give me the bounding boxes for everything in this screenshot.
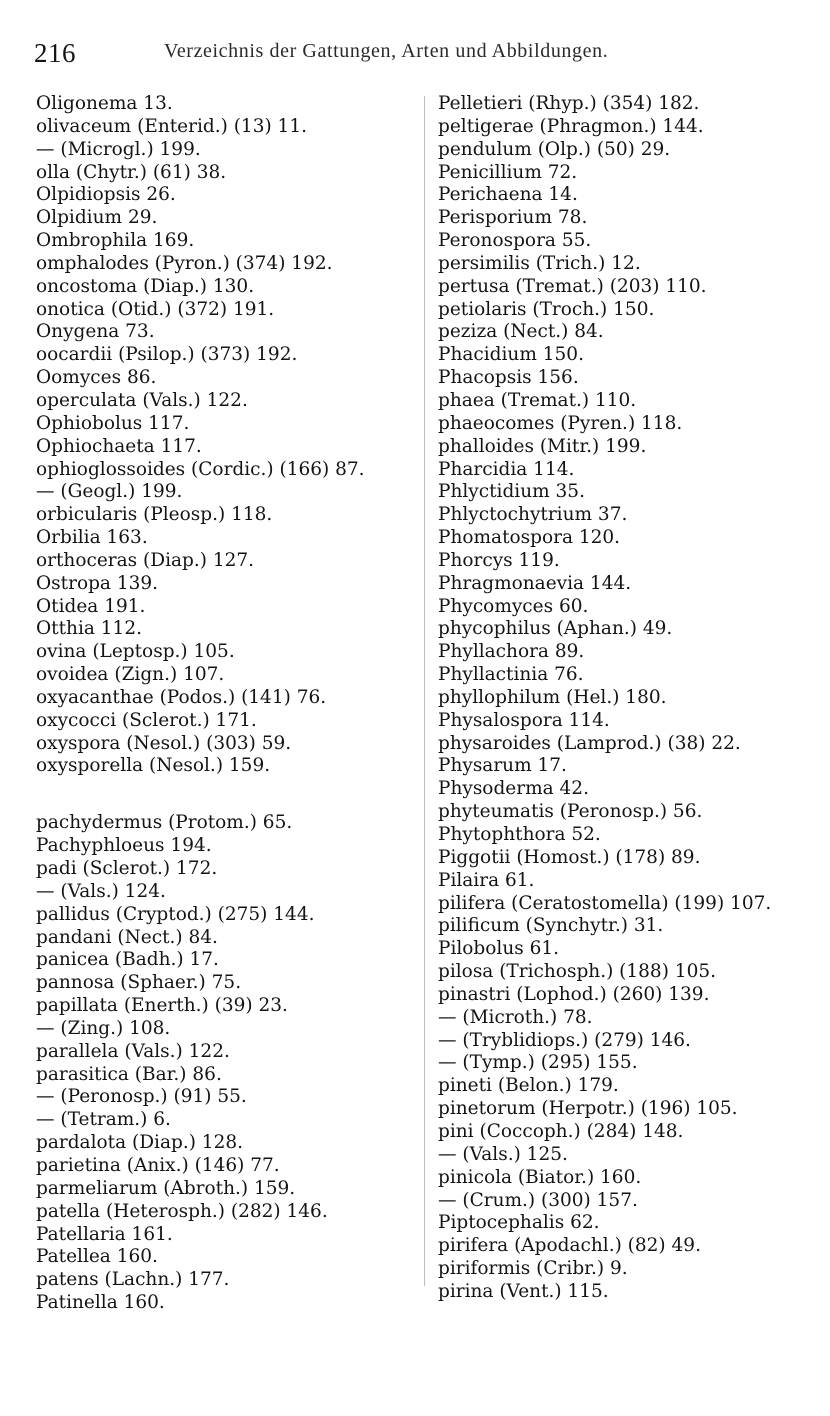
index-entry: peltigerae (Phragmon.) 144. — [438, 115, 704, 137]
index-entry: Oomyces 86. — [36, 367, 157, 389]
index-entry: Phorcys 119. — [438, 549, 560, 571]
index-entry: parietina (Anix.) (146) 77. — [36, 1154, 280, 1176]
index-entry: Patellea 160. — [36, 1246, 158, 1268]
index-entry: Piptocephalis 62. — [438, 1212, 600, 1234]
index-entry: Phyllachora 89. — [438, 641, 585, 663]
index-entry: onotica (Otid.) (372) 191. — [36, 298, 275, 320]
index-entry: Piggotii (Homost.) (178) 89. — [438, 846, 701, 868]
index-entry: parasitica (Bar.) 86. — [36, 1063, 222, 1085]
index-entry: pirina (Vent.) 115. — [438, 1280, 609, 1302]
index-entry: pilifera (Ceratostomella) (199) 107. — [438, 892, 772, 914]
index-entry: panicea (Badh.) 17. — [36, 949, 219, 971]
index-entry: Otidea 191. — [36, 595, 146, 617]
index-entry: Ostropa 139. — [36, 572, 159, 594]
index-entry: Ophiobolus 117. — [36, 412, 190, 434]
index-entry: Phacidium 150. — [438, 344, 584, 366]
index-entry: Pharcidia 114. — [438, 458, 575, 480]
index-column-right — [438, 93, 823, 1304]
index-entry: pallidus (Cryptod.) (275) 144. — [36, 903, 315, 925]
index-entry: Phycomyces 60. — [438, 595, 589, 617]
index-entry: Pilaira 61. — [438, 869, 535, 891]
index-entry: olla (Chytr.) (61) 38. — [36, 161, 227, 183]
index-entry: — (Zing.) 108. — [36, 1017, 171, 1039]
index-entry: pineti (Belon.) 179. — [438, 1075, 619, 1097]
index-entry: pinastri (Lophod.) (260) 139. — [438, 983, 710, 1005]
page-number: 216 — [34, 38, 76, 68]
index-entry: Phlyctochytrium 37. — [438, 504, 628, 526]
index-entry: Perichaena 14. — [438, 184, 578, 206]
index-entry: — (Tetram.) 6. — [36, 1109, 171, 1131]
index-entry: — (Microth.) 78. — [438, 1006, 593, 1028]
page-header — [34, 38, 794, 72]
section-gap — [36, 778, 416, 812]
index-entry: parmeliarum (Abroth.) 159. — [36, 1177, 296, 1199]
index-entry: — (Vals.) 124. — [36, 880, 166, 902]
index-entry: pachydermus (Protom.) 65. — [36, 812, 293, 834]
running-title: Verzeichnis der Gattungen, Arten und Abbildungen. — [164, 40, 609, 62]
index-entry: — (Tymp.) (295) 155. — [438, 1052, 638, 1074]
index-entry: — (Vals.) 125. — [438, 1143, 568, 1165]
index-entry: pirifera (Apodachl.) (82) 49. — [438, 1235, 701, 1257]
index-entry: piriformis (Cribr.) 9. — [438, 1258, 628, 1280]
index-entry: Phomatospora 120. — [438, 527, 621, 549]
index-entry: Orbilia 163. — [36, 527, 148, 549]
index-entry: phyteumatis (Peronosp.) 56. — [438, 801, 703, 823]
index-entry: petiolaris (Troch.) 150. — [438, 298, 655, 320]
index-entry: Ophiochaeta 117. — [36, 435, 202, 457]
index-entry: Phlyctidium 35. — [438, 481, 585, 503]
index-entry: oxysporella (Nesol.) 159. — [36, 755, 271, 777]
index-entry: Patinella 160. — [36, 1292, 165, 1314]
index-entry: persimilis (Trich.) 12. — [438, 252, 641, 274]
index-entry: — (Peronosp.) (91) 55. — [36, 1086, 247, 1108]
index-entry: pannosa (Sphaer.) 75. — [36, 972, 242, 994]
index-entry: Physalospora 114. — [438, 709, 610, 731]
index-entry: omphalodes (Pyron.) (374) 192. — [36, 252, 333, 274]
index-entry: ovina (Leptosp.) 105. — [36, 641, 235, 663]
index-entry: Otthia 112. — [36, 618, 142, 640]
index-entry: Olpidium 29. — [36, 207, 158, 229]
index-entry: — (Crum.) (300) 157. — [438, 1189, 638, 1211]
index-entry: Physarum 17. — [438, 755, 567, 777]
index-entry: parallela (Vals.) 122. — [36, 1040, 230, 1062]
index-entry: pandani (Nect.) 84. — [36, 926, 218, 948]
index-entry: Pachyphloeus 194. — [36, 835, 212, 857]
index-entry: Ombrophila 169. — [36, 230, 195, 252]
index-entry: Physoderma 42. — [438, 778, 589, 800]
index-entry: Phacopsis 156. — [438, 367, 579, 389]
index-entry: Pilobolus 61. — [438, 938, 560, 960]
index-entry: olivaceum (Enterid.) (13) 11. — [36, 115, 307, 137]
index-entry: padi (Sclerot.) 172. — [36, 858, 218, 879]
index-entry: oxyacanthae (Podos.) (141) 76. — [36, 686, 327, 708]
index-entry: — (Tryblidiops.) (279) 146. — [438, 1029, 691, 1051]
index-entry: Oligonema 13. — [36, 93, 173, 114]
index-entry: pini (Coccoph.) (284) 148. — [438, 1120, 684, 1142]
index-entry: pinetorum (Herpotr.) (196) 105. — [438, 1098, 738, 1120]
index-entry: Penicillium 72. — [438, 161, 578, 183]
index-entry: pertusa (Tremat.) (203) 110. — [438, 275, 707, 297]
index-entry: papillata (Enerth.) (39) 23. — [36, 995, 288, 1017]
index-entry: Phragmonaevia 144. — [438, 572, 632, 594]
index-entry: Pelletieri (Rhyp.) (354) 182. — [438, 93, 700, 114]
column-divider — [424, 96, 425, 1286]
index-entry: operculata (Vals.) 122. — [36, 389, 248, 411]
index-entry: pinicola (Biator.) 160. — [438, 1166, 642, 1188]
index-column-left — [36, 93, 416, 1315]
index-entry: phalloides (Mitr.) 199. — [438, 435, 647, 457]
index-entry: Phytophthora 52. — [438, 824, 601, 845]
index-entry: orthoceras (Diap.) 127. — [36, 549, 255, 571]
index-entry: Perisporium 78. — [438, 207, 588, 229]
index-entry: peziza (Nect.) 84. — [438, 321, 604, 343]
index-entry: Phyllactinia 76. — [438, 664, 584, 686]
index-entry: ophioglossoides (Cordic.) (166) 87. — [36, 458, 365, 480]
index-entry: phyllophilum (Hel.) 180. — [438, 686, 667, 708]
index-entry: orbicularis (Pleosp.) 118. — [36, 504, 273, 526]
index-entry: oncostoma (Diap.) 130. — [36, 275, 255, 297]
index-entry: Onygena 73. — [36, 321, 155, 343]
index-entry: — (Geogl.) 199. — [36, 481, 183, 503]
index-entry: Peronospora 55. — [438, 230, 592, 252]
index-entry: pilificum (Synchytr.) 31. — [438, 915, 664, 937]
index-entry: phaeocomes (Pyren.) 118. — [438, 412, 683, 434]
index-entry: pardalota (Diap.) 128. — [36, 1132, 243, 1154]
index-entry: — (Microgl.) 199. — [36, 138, 201, 160]
index-entry: physaroides (Lamprod.) (38) 22. — [438, 732, 741, 754]
index-entry: oocardii (Psilop.) (373) 192. — [36, 344, 298, 366]
index-entry: Olpidiopsis 26. — [36, 184, 176, 206]
index-entry: ovoidea (Zign.) 107. — [36, 664, 225, 686]
index-entry: phaea (Tremat.) 110. — [438, 389, 637, 411]
index-entry: Patellaria 161. — [36, 1223, 173, 1245]
index-entry: oxycocci (Sclerot.) 171. — [36, 709, 257, 731]
index-entry: pendulum (Olp.) (50) 29. — [438, 138, 671, 160]
index-entry: phycophilus (Aphan.) 49. — [438, 618, 673, 640]
index-entry: oxyspora (Nesol.) (303) 59. — [36, 732, 292, 754]
index-entry: patella (Heterosph.) (282) 146. — [36, 1200, 328, 1222]
index-entry: pilosa (Trichosph.) (188) 105. — [438, 961, 716, 983]
index-entry: patens (Lachn.) 177. — [36, 1269, 230, 1291]
